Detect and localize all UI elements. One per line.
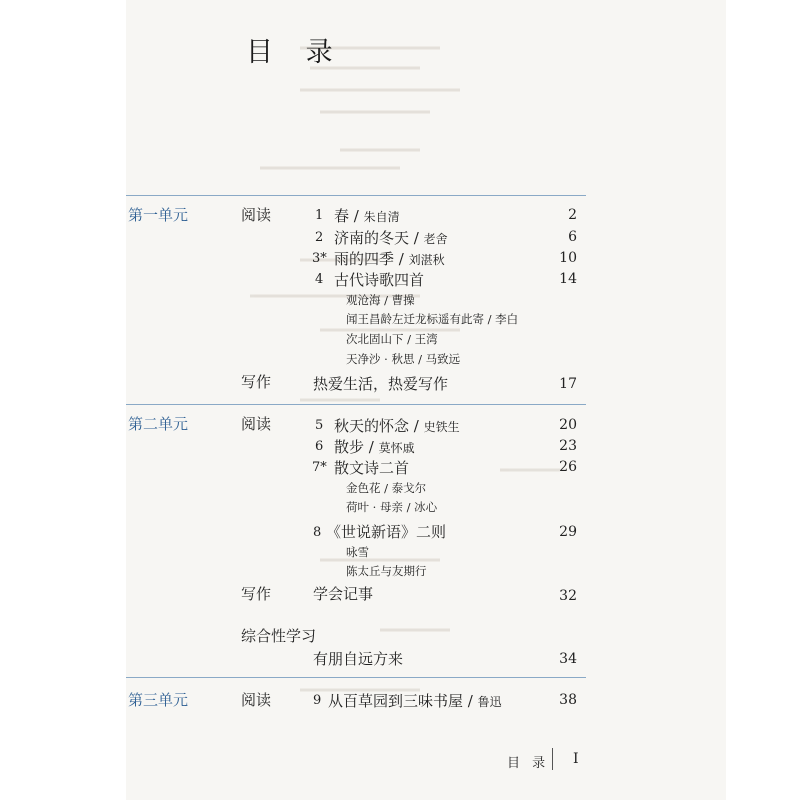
lesson-title: 散文诗二首 xyxy=(334,459,410,477)
lesson-6[interactable]: 散步 / 莫怀戚 xyxy=(334,438,415,456)
page-number: 23 xyxy=(559,438,577,454)
poem-item[interactable]: 荷叶 · 母亲 / 冰心 xyxy=(346,500,438,514)
lesson-number: 2 xyxy=(315,230,324,245)
poem-item[interactable]: 观沧海 / 曹操 xyxy=(346,293,415,307)
page-number: 29 xyxy=(559,524,577,540)
lesson-author: 老舍 xyxy=(423,232,448,246)
writing-title[interactable]: 热爱生活，热爱写作 xyxy=(313,375,449,393)
page-number: 32 xyxy=(559,588,577,604)
lesson-number: 5 xyxy=(315,418,324,433)
poem-item[interactable]: 闻王昌龄左迁龙标遥有此寄 / 李白 xyxy=(346,312,519,326)
lesson-1[interactable]: 春 / 朱自清 xyxy=(334,207,400,225)
unit-3-label: 第三单元 xyxy=(128,691,189,709)
lesson-number: 8 xyxy=(313,525,322,540)
lesson-4[interactable] xyxy=(334,269,424,290)
page-number: 2 xyxy=(568,207,577,223)
reading-label: 阅读 xyxy=(241,206,272,224)
reading-label: 阅读 xyxy=(241,415,272,433)
lesson-title: 春 xyxy=(334,207,350,225)
lesson-number: 3* xyxy=(312,251,327,266)
unit-divider xyxy=(126,404,586,405)
lesson-author: 莫怀戚 xyxy=(378,441,415,455)
poem-item[interactable]: 陈太丘与友期行 xyxy=(346,564,427,578)
lesson-author: 朱自清 xyxy=(363,210,400,224)
book-page xyxy=(126,0,726,800)
writing-label: 写作 xyxy=(241,373,272,391)
footer-label: 目 录 xyxy=(507,756,550,771)
lesson-title: 济南的冬天 xyxy=(334,229,410,247)
lesson-number: 4 xyxy=(315,272,324,287)
unit-divider xyxy=(126,677,586,678)
footer-divider xyxy=(552,748,553,770)
comprehensive-title[interactable]: 有朋自远方来 xyxy=(313,650,404,668)
poem-item[interactable]: 咏雪 xyxy=(346,545,369,559)
lesson-number: 7* xyxy=(312,460,327,475)
comprehensive-label: 综合性学习 xyxy=(241,627,317,645)
writing-label: 写作 xyxy=(241,585,272,603)
lesson-7[interactable] xyxy=(334,457,409,478)
reading-label: 阅读 xyxy=(241,691,272,709)
unit-2-label: 第二单元 xyxy=(128,415,189,433)
lesson-number: 1 xyxy=(315,208,324,223)
lesson-title: 《世说新语》二则 xyxy=(326,523,447,541)
page-number: 38 xyxy=(559,692,577,708)
page-number: 34 xyxy=(559,651,577,667)
lesson-author: 刘湛秋 xyxy=(408,253,445,267)
toc-title: 目 录 xyxy=(246,37,345,68)
page-number: 6 xyxy=(568,229,577,245)
lesson-title: 秋天的怀念 xyxy=(334,417,410,435)
writing-title[interactable]: 学会记事 xyxy=(313,585,374,603)
page-number: 26 xyxy=(559,459,577,475)
poem-item[interactable]: 天净沙 · 秋思 / 马致远 xyxy=(346,352,461,366)
unit-divider xyxy=(126,195,586,196)
lesson-title: 从百草园到三味书屋 xyxy=(328,692,464,710)
lesson-5[interactable]: 秋天的怀念 / 史铁生 xyxy=(334,417,460,435)
lesson-9[interactable]: 从百草园到三味书屋 / 鲁迅 xyxy=(328,692,502,710)
poem-item[interactable]: 次北固山下 / 王湾 xyxy=(346,332,438,346)
page-number: 14 xyxy=(559,271,577,287)
lesson-3[interactable]: 雨的四季 / 刘湛秋 xyxy=(334,250,445,268)
lesson-8[interactable] xyxy=(326,521,446,542)
poem-item[interactable]: 金色花 / 泰戈尔 xyxy=(346,481,427,495)
lesson-title: 散步 xyxy=(334,438,365,456)
page-number: 10 xyxy=(559,250,577,266)
lesson-title: 古代诗歌四首 xyxy=(334,271,425,289)
unit-1-label: 第一单元 xyxy=(128,206,189,224)
page-number: 20 xyxy=(559,417,577,433)
lesson-number: 9 xyxy=(313,693,322,708)
lesson-author: 史铁生 xyxy=(423,420,460,434)
lesson-number: 6 xyxy=(315,439,324,454)
footer-page-number: I xyxy=(573,751,579,767)
lesson-author: 鲁迅 xyxy=(477,695,502,709)
lesson-title: 雨的四季 xyxy=(334,250,395,268)
page-number: 17 xyxy=(559,376,577,392)
lesson-2[interactable]: 济南的冬天 / 老舍 xyxy=(334,229,448,247)
